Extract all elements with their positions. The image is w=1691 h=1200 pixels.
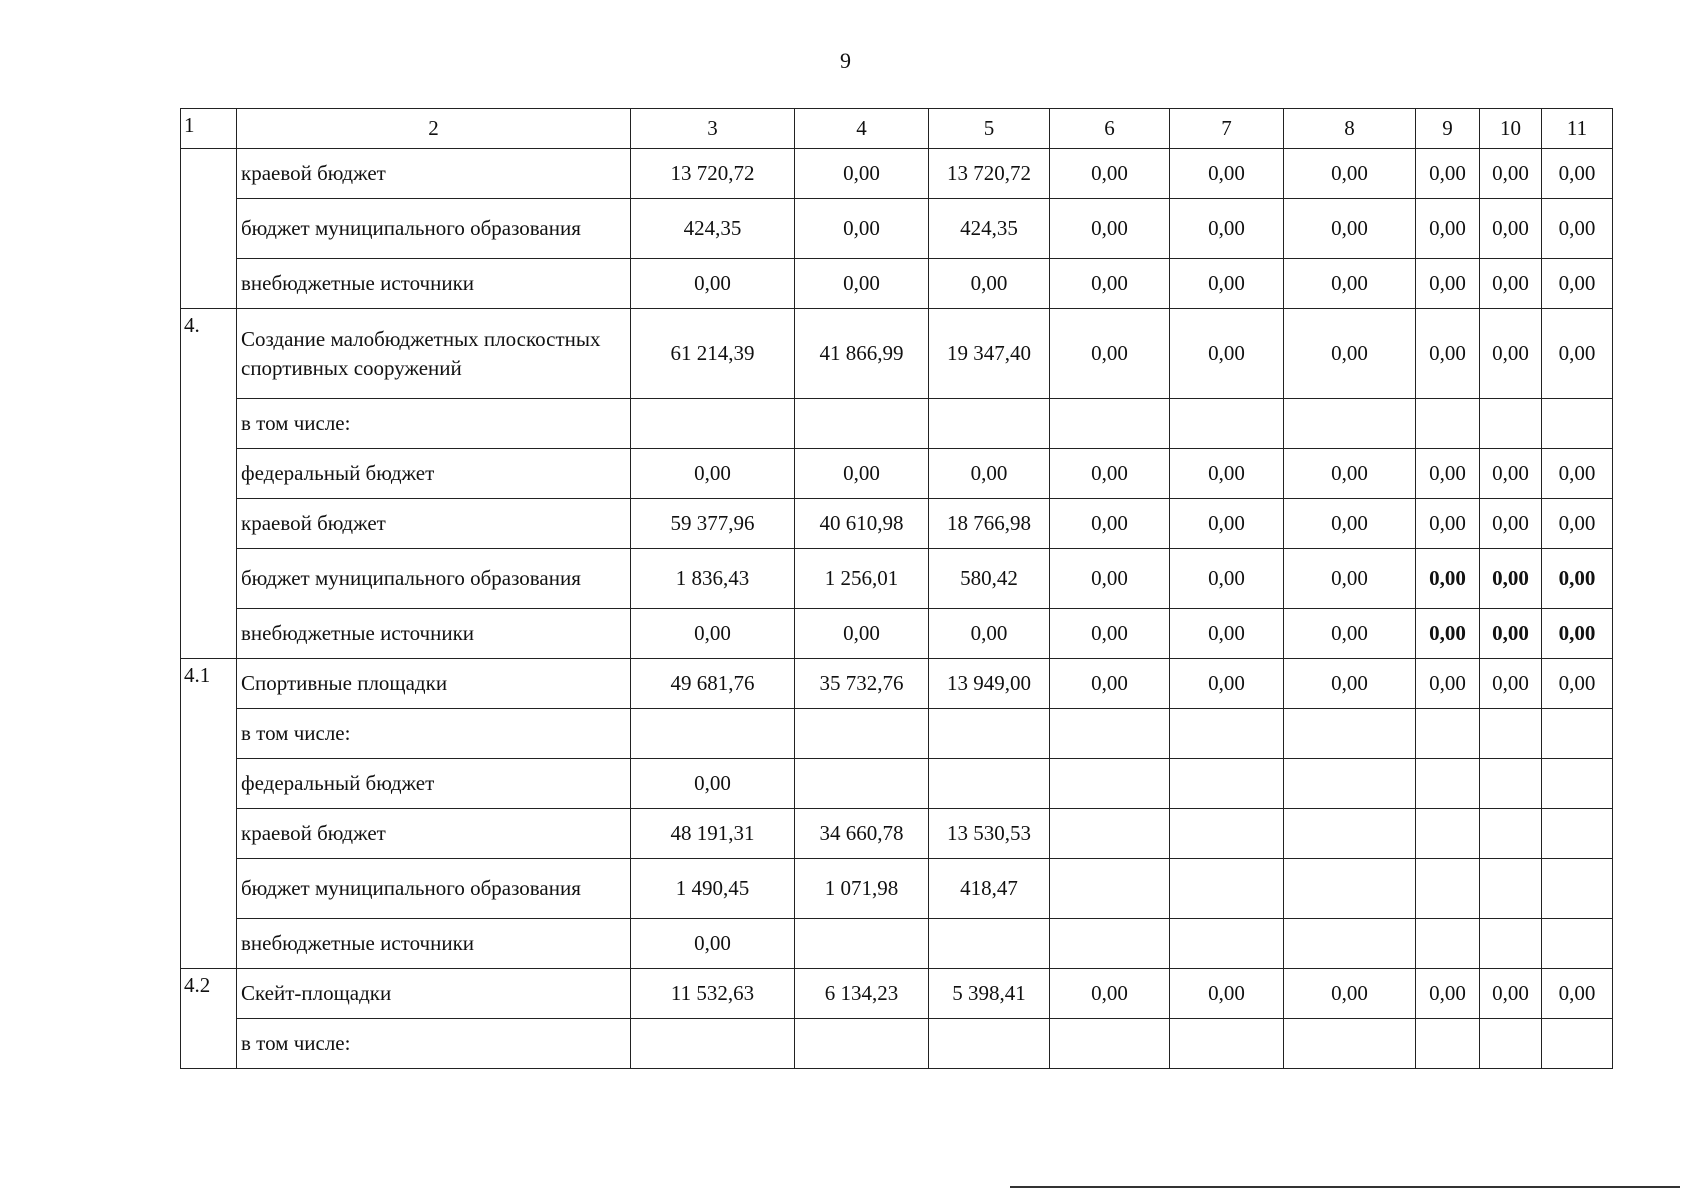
value-cell: [1416, 809, 1480, 859]
value-cell: [1284, 859, 1416, 919]
page-number: 9: [840, 48, 851, 73]
value-cell: [1050, 809, 1170, 859]
header-cell: 1: [181, 109, 237, 149]
value-cell: 0,00: [1284, 259, 1416, 309]
value-cell: 0,00: [929, 609, 1050, 659]
value-cell: 1 256,01: [795, 549, 929, 609]
value-cell: 0,00: [1542, 449, 1613, 499]
value-cell: [631, 709, 795, 759]
value-cell: [1542, 859, 1613, 919]
value-cell: [929, 759, 1050, 809]
table-row: [181, 919, 1613, 969]
row-label: Спортивные площадки: [237, 659, 631, 709]
header-cell: 5: [929, 109, 1050, 149]
header-row: [181, 109, 1613, 149]
value-cell: 0,00: [631, 919, 795, 969]
value-cell: 0,00: [1542, 259, 1613, 309]
value-cell: 0,00: [1480, 449, 1542, 499]
header-cell: 9: [1416, 109, 1480, 149]
value-cell: 0,00: [1170, 149, 1284, 199]
value-cell: 48 191,31: [631, 809, 795, 859]
value-cell: 0,00: [631, 259, 795, 309]
value-cell: 0,00: [1480, 549, 1542, 609]
value-cell: [1416, 919, 1480, 969]
value-cell: 0,00: [1480, 309, 1542, 399]
value-cell: [1480, 759, 1542, 809]
value-cell: 0,00: [1050, 499, 1170, 549]
value-cell: 0,00: [1416, 499, 1480, 549]
value-cell: [1050, 859, 1170, 919]
value-cell: [1170, 859, 1284, 919]
row-label: в том числе:: [237, 709, 631, 759]
value-cell: [1050, 709, 1170, 759]
value-cell: [1050, 759, 1170, 809]
value-cell: [631, 399, 795, 449]
table-row: [181, 549, 1613, 609]
value-cell: 0,00: [1050, 609, 1170, 659]
header-cell: 10: [1480, 109, 1542, 149]
value-cell: [1170, 399, 1284, 449]
value-cell: 0,00: [1050, 259, 1170, 309]
value-cell: 0,00: [795, 449, 929, 499]
table-row: [181, 399, 1613, 449]
value-cell: 1 490,45: [631, 859, 795, 919]
value-cell: [1542, 1019, 1613, 1069]
value-cell: 0,00: [795, 259, 929, 309]
value-cell: 418,47: [929, 859, 1050, 919]
value-cell: [1284, 809, 1416, 859]
table-row: [181, 659, 1613, 709]
row-label: в том числе:: [237, 1019, 631, 1069]
value-cell: [1480, 809, 1542, 859]
value-cell: [1542, 919, 1613, 969]
value-cell: [795, 709, 929, 759]
value-cell: 580,42: [929, 549, 1050, 609]
value-cell: 0,00: [1542, 549, 1613, 609]
value-cell: [1542, 809, 1613, 859]
value-cell: 35 732,76: [795, 659, 929, 709]
value-cell: 0,00: [929, 259, 1050, 309]
bottom-rule: [1010, 1186, 1680, 1188]
value-cell: [1050, 919, 1170, 969]
value-cell: [1416, 1019, 1480, 1069]
value-cell: 0,00: [1284, 149, 1416, 199]
row-label: федеральный бюджет: [237, 759, 631, 809]
value-cell: 0,00: [1050, 659, 1170, 709]
value-cell: [929, 1019, 1050, 1069]
value-cell: 0,00: [795, 609, 929, 659]
header-cell: 7: [1170, 109, 1284, 149]
value-cell: 0,00: [1416, 199, 1480, 259]
table-row: [181, 259, 1613, 309]
value-cell: 49 681,76: [631, 659, 795, 709]
value-cell: [1170, 1019, 1284, 1069]
value-cell: 0,00: [1170, 309, 1284, 399]
header-cell: 11: [1542, 109, 1613, 149]
value-cell: [1284, 709, 1416, 759]
table-row: [181, 1019, 1613, 1069]
row-number: 4.: [181, 309, 237, 659]
value-cell: 0,00: [1050, 199, 1170, 259]
value-cell: [631, 1019, 795, 1069]
value-cell: 0,00: [1050, 149, 1170, 199]
value-cell: 0,00: [1480, 199, 1542, 259]
value-cell: [929, 709, 1050, 759]
value-cell: 0,00: [1416, 149, 1480, 199]
table-row: [181, 449, 1613, 499]
row-label: федеральный бюджет: [237, 449, 631, 499]
value-cell: 0,00: [1542, 609, 1613, 659]
value-cell: [1284, 919, 1416, 969]
value-cell: [1284, 399, 1416, 449]
value-cell: 59 377,96: [631, 499, 795, 549]
row-number: [181, 149, 237, 309]
value-cell: 0,00: [1284, 499, 1416, 549]
value-cell: [1170, 919, 1284, 969]
value-cell: [1480, 919, 1542, 969]
header-cell: 4: [795, 109, 929, 149]
value-cell: 0,00: [1050, 449, 1170, 499]
header-cell: 2: [237, 109, 631, 149]
row-label: бюджет муниципального образования: [237, 199, 631, 259]
value-cell: 0,00: [1050, 309, 1170, 399]
value-cell: 0,00: [631, 609, 795, 659]
value-cell: 0,00: [1170, 549, 1284, 609]
value-cell: 0,00: [1170, 259, 1284, 309]
value-cell: 0,00: [1542, 149, 1613, 199]
budget-table: [180, 108, 1613, 1069]
row-label: внебюджетные источники: [237, 919, 631, 969]
value-cell: 0,00: [1284, 609, 1416, 659]
value-cell: 41 866,99: [795, 309, 929, 399]
value-cell: 13 949,00: [929, 659, 1050, 709]
value-cell: 0,00: [1284, 659, 1416, 709]
value-cell: 0,00: [1050, 969, 1170, 1019]
value-cell: [929, 919, 1050, 969]
value-cell: 0,00: [1480, 969, 1542, 1019]
row-label: в том числе:: [237, 399, 631, 449]
value-cell: 13 530,53: [929, 809, 1050, 859]
header-cell: 3: [631, 109, 795, 149]
value-cell: [1284, 759, 1416, 809]
value-cell: 0,00: [1480, 659, 1542, 709]
value-cell: 0,00: [1050, 549, 1170, 609]
header-cell: 6: [1050, 109, 1170, 149]
row-label: внебюджетные источники: [237, 609, 631, 659]
value-cell: 6 134,23: [795, 969, 929, 1019]
row-label: Создание малобюджетных плоскостных спортивных сооружений: [237, 309, 631, 399]
table-row: [181, 759, 1613, 809]
value-cell: [1416, 859, 1480, 919]
row-label: краевой бюджет: [237, 149, 631, 199]
value-cell: [1170, 809, 1284, 859]
value-cell: 0,00: [1416, 609, 1480, 659]
table-row: [181, 809, 1613, 859]
value-cell: 424,35: [631, 199, 795, 259]
value-cell: 0,00: [631, 449, 795, 499]
table-row: [181, 499, 1613, 549]
value-cell: 0,00: [1542, 659, 1613, 709]
value-cell: 5 398,41: [929, 969, 1050, 1019]
row-number: 4.2: [181, 969, 237, 1069]
value-cell: 40 610,98: [795, 499, 929, 549]
value-cell: 0,00: [1416, 309, 1480, 399]
value-cell: 34 660,78: [795, 809, 929, 859]
value-cell: 0,00: [1416, 449, 1480, 499]
value-cell: 0,00: [1284, 199, 1416, 259]
value-cell: [1542, 399, 1613, 449]
row-label: краевой бюджет: [237, 499, 631, 549]
value-cell: [929, 399, 1050, 449]
value-cell: [1480, 1019, 1542, 1069]
value-cell: [1416, 399, 1480, 449]
value-cell: [1480, 859, 1542, 919]
value-cell: [1170, 709, 1284, 759]
value-cell: 1 071,98: [795, 859, 929, 919]
value-cell: 0,00: [1416, 969, 1480, 1019]
table-row: [181, 199, 1613, 259]
value-cell: 0,00: [1284, 309, 1416, 399]
value-cell: 0,00: [1542, 499, 1613, 549]
value-cell: 1 836,43: [631, 549, 795, 609]
value-cell: 0,00: [1416, 259, 1480, 309]
value-cell: 0,00: [1416, 549, 1480, 609]
value-cell: 19 347,40: [929, 309, 1050, 399]
value-cell: 0,00: [1170, 449, 1284, 499]
value-cell: 0,00: [631, 759, 795, 809]
value-cell: 0,00: [1480, 149, 1542, 199]
row-label: Скейт-площадки: [237, 969, 631, 1019]
value-cell: [795, 1019, 929, 1069]
row-label: краевой бюджет: [237, 809, 631, 859]
row-label: внебюджетные источники: [237, 259, 631, 309]
value-cell: 13 720,72: [631, 149, 795, 199]
value-cell: 0,00: [1542, 309, 1613, 399]
value-cell: 0,00: [1480, 499, 1542, 549]
value-cell: [1050, 399, 1170, 449]
table-row: [181, 709, 1613, 759]
value-cell: 61 214,39: [631, 309, 795, 399]
value-cell: [1542, 709, 1613, 759]
value-cell: 13 720,72: [929, 149, 1050, 199]
value-cell: 0,00: [929, 449, 1050, 499]
value-cell: [795, 759, 929, 809]
value-cell: [1284, 1019, 1416, 1069]
table-row: [181, 859, 1613, 919]
value-cell: 0,00: [1542, 199, 1613, 259]
value-cell: 0,00: [1170, 499, 1284, 549]
value-cell: 0,00: [1170, 659, 1284, 709]
value-cell: [1416, 759, 1480, 809]
value-cell: 0,00: [1284, 549, 1416, 609]
value-cell: [795, 919, 929, 969]
value-cell: 424,35: [929, 199, 1050, 259]
table-row: [181, 309, 1613, 399]
value-cell: 18 766,98: [929, 499, 1050, 549]
value-cell: 0,00: [1542, 969, 1613, 1019]
table-row: [181, 969, 1613, 1019]
value-cell: 0,00: [795, 199, 929, 259]
row-number: 4.1: [181, 659, 237, 969]
value-cell: [1170, 759, 1284, 809]
row-label: бюджет муниципального образования: [237, 549, 631, 609]
value-cell: [795, 399, 929, 449]
table-row: [181, 609, 1613, 659]
table-row: [181, 149, 1613, 199]
value-cell: 0,00: [1170, 969, 1284, 1019]
value-cell: [1050, 1019, 1170, 1069]
value-cell: 0,00: [1284, 969, 1416, 1019]
value-cell: 0,00: [1480, 259, 1542, 309]
value-cell: 0,00: [795, 149, 929, 199]
value-cell: 11 532,63: [631, 969, 795, 1019]
row-label: бюджет муниципального образования: [237, 859, 631, 919]
value-cell: [1416, 709, 1480, 759]
value-cell: 0,00: [1170, 199, 1284, 259]
value-cell: [1480, 399, 1542, 449]
value-cell: [1480, 709, 1542, 759]
value-cell: 0,00: [1480, 609, 1542, 659]
value-cell: 0,00: [1416, 659, 1480, 709]
value-cell: [1542, 759, 1613, 809]
header-cell: 8: [1284, 109, 1416, 149]
value-cell: 0,00: [1284, 449, 1416, 499]
value-cell: 0,00: [1170, 609, 1284, 659]
